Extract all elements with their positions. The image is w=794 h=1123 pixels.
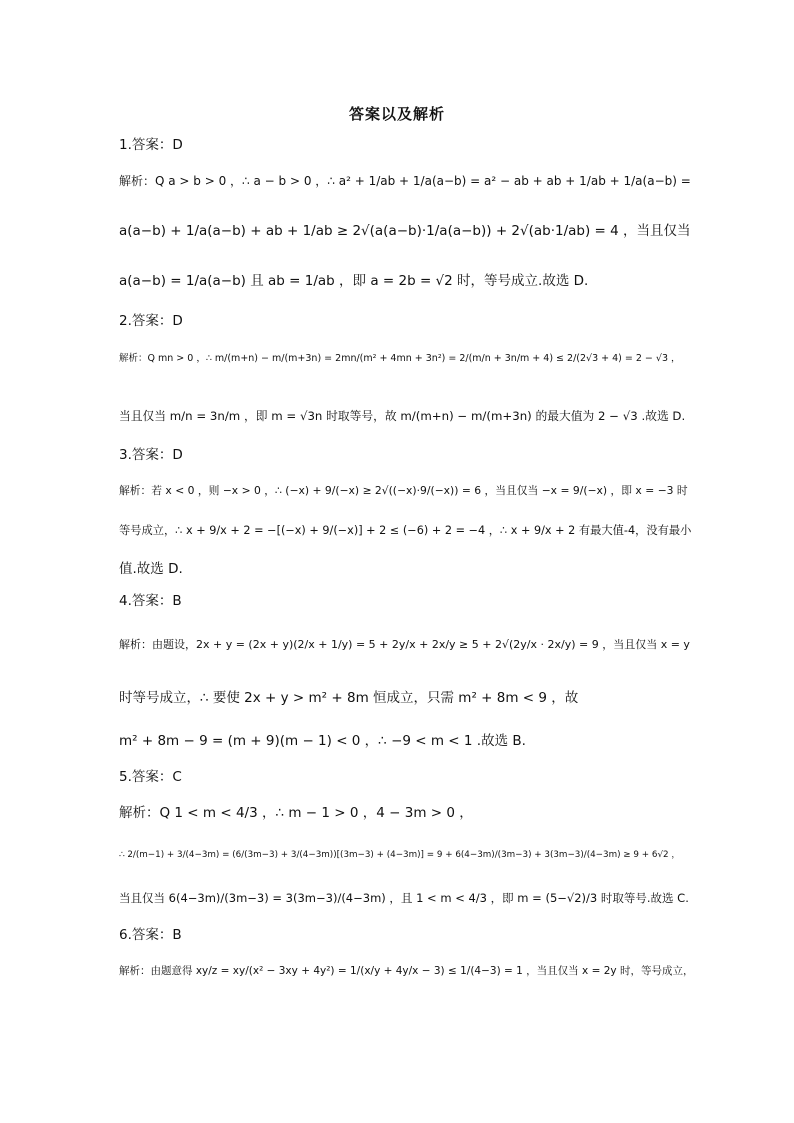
item-1-line-2: a(a−b) + 1/a(a−b) + ab + 1/ab ≥ 2√(a(a−b)·1/a(a−b)) + 2√(ab·1/ab) = 4 ，当且仅当 [119,223,691,239]
answer-6: 6.答案：B [119,927,182,943]
item-1-line-3: a(a−b) = 1/a(a−b) 且 ab = 1/ab ，即 a = 2b = √2 时，等号成立.故选 D. [119,273,589,289]
answer-4: 4.答案：B [119,593,182,609]
item-5-line-3: 当且仅当 6(4−3m)/(3m−3) = 3(3m−3)/(4−3m) ，且 1 < m < 4/3 ，即 m = (5−√2)/3 时取等号.故选 C. [119,891,689,905]
answer-5: 5.答案：C [119,769,182,785]
item-4-line-3: m² + 8m − 9 = (m + 9)(m − 1) < 0 ，∴ −9 < m < 1 .故选 B. [119,733,526,749]
answer-2: 2.答案：D [119,313,183,329]
item-2-line-1: 解析：Q mn > 0 ，∴ m/(m+n) − m/(m+3n) = 2mn/(m² + 4mn + 3n²) = 2/(m/n + 3n/m + 4) ≤ 2/(2√3 + 4) = 2 − √3 ， [119,353,681,364]
item-3-line-3: 值.故选 D. [119,561,183,577]
item-3-line-2: 等号成立，∴ x + 9/x + 2 = −[(−x) + 9/(−x)] + 2 ≤ (−6) + 2 = −4 ，∴ x + 9/x + 2 有最大值-4，没有最小 [119,524,692,537]
answer-1: 1.答案：D [119,137,183,153]
answer-3: 3.答案：D [119,447,183,463]
item-4-line-2: 时等号成立，∴ 要使 2x + y > m² + 8m 恒成立，只需 m² + 8m < 9 ，故 [119,690,579,706]
item-2-line-2: 当且仅当 m/n = 3n/m ，即 m = √3n 时取等号，故 m/(m+n) − m/(m+3n) 的最大值为 2 − √3 .故选 D. [119,409,686,423]
item-3-line-1: 解析：若 x < 0 ，则 −x > 0 ，∴ (−x) + 9/(−x) ≥ 2√((−x)·9/(−x)) = 6 ，当且仅当 −x = 9/(−x) ，即 x = −3 时 [119,484,688,497]
item-6-line-1: 解析：由题意得 xy/z = xy/(x² − 3xy + 4y²) = 1/(x/y + 4y/x − 3) ≤ 1/(4−3) = 1 ，当且仅当 x = 2y 时，等号成立， [119,965,694,977]
page-title: 答案以及解析 [348,105,445,123]
item-5-line-1: 解析：Q 1 < m < 4/3 ，∴ m − 1 > 0 ，4 − 3m > 0 ， [119,805,473,821]
item-1-line-1: 解析：Q a > b > 0 ，∴ a − b > 0 ，∴ a² + 1/ab + 1/a(a−b) = a² − ab + ab + 1/ab + 1/a(a−b) = [119,174,691,188]
item-5-line-2: ∴ 2/(m−1) + 3/(4−3m) = (6/(3m−3) + 3/(4−3m))[(3m−3) + (4−3m)] = 9 + 6(4−3m)/(3m−3) + 3(3m−3)/(4−3m) ≥ 9 + 6√2 ， [119,850,681,860]
item-4-line-1: 解析：由题设，2x + y = (2x + y)(2/x + 1/y) = 5 + 2y/x + 2x/y ≥ 5 + 2√(2y/x · 2x/y) = 9 ，当且仅当 x = y [119,638,690,651]
